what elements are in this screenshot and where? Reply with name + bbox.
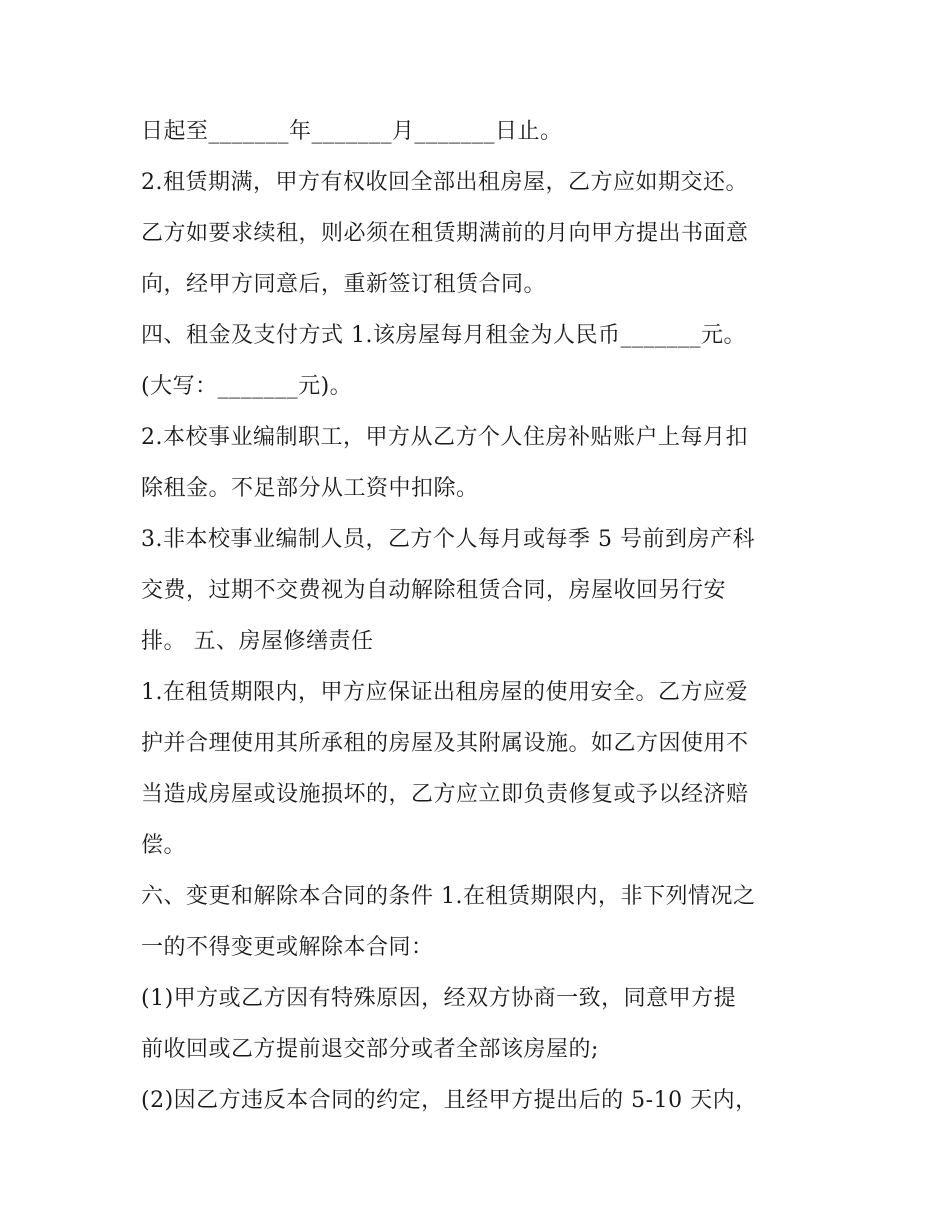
section-heading-line: 四、租金及支付方式 1.该房屋每月租金为人民币_______元。: [141, 323, 746, 348]
text-line: 日起至_______年_______月_______日止。: [141, 119, 563, 144]
text-line: 除租金。不足部分从工资中扣除。: [141, 476, 479, 501]
section-heading-line: 六、变更和解除本合同的条件 1.在租赁期限内，非下列情况之: [141, 884, 756, 909]
text-line: (2)因乙方违反本合同的约定，且经甲方提出后的 5-10 天内，: [141, 1088, 758, 1113]
text-line: 2.租赁期满，甲方有权收回全部出租房屋，乙方应如期交还。: [141, 170, 748, 195]
section-heading-line: 排。 五、房屋修缮责任: [141, 629, 374, 654]
document-body: [141, 106, 841, 1126]
text-line: 一的不得变更或解除本合同：: [141, 935, 434, 960]
text-line: (大写：_______元)。: [141, 374, 353, 399]
text-line: 护并合理使用其所承租的房屋及其附属设施。如乙方因使用不: [141, 731, 749, 756]
text-line: 向，经甲方同意后，重新签订租赁合同。: [141, 272, 547, 297]
text-line: 乙方如要求续租，则必须在租赁期满前的月向甲方提出书面意: [141, 221, 749, 246]
text-line: (1)甲方或乙方因有特殊原因，经双方协商一致，同意甲方提: [141, 986, 737, 1011]
text-line: 偿。: [141, 833, 187, 858]
text-line: 前收回或乙方提前退交部分或者全部该房屋的;: [141, 1037, 599, 1062]
text-line: 2.本校事业编制职工，甲方从乙方个人住房补贴账户上每月扣: [141, 425, 748, 450]
text-line: 1.在租赁期限内，甲方应保证出租房屋的使用安全。乙方应爱: [141, 680, 748, 705]
text-line: 3.非本校事业编制人员，乙方个人每月或每季 5 号前到房产科: [141, 527, 755, 552]
text-line: 交费，过期不交费视为自动解除租赁合同，房屋收回另行安: [141, 578, 727, 603]
text-line: 当造成房屋或设施损坏的，乙方应立即负责修复或予以经济赔: [141, 782, 749, 807]
